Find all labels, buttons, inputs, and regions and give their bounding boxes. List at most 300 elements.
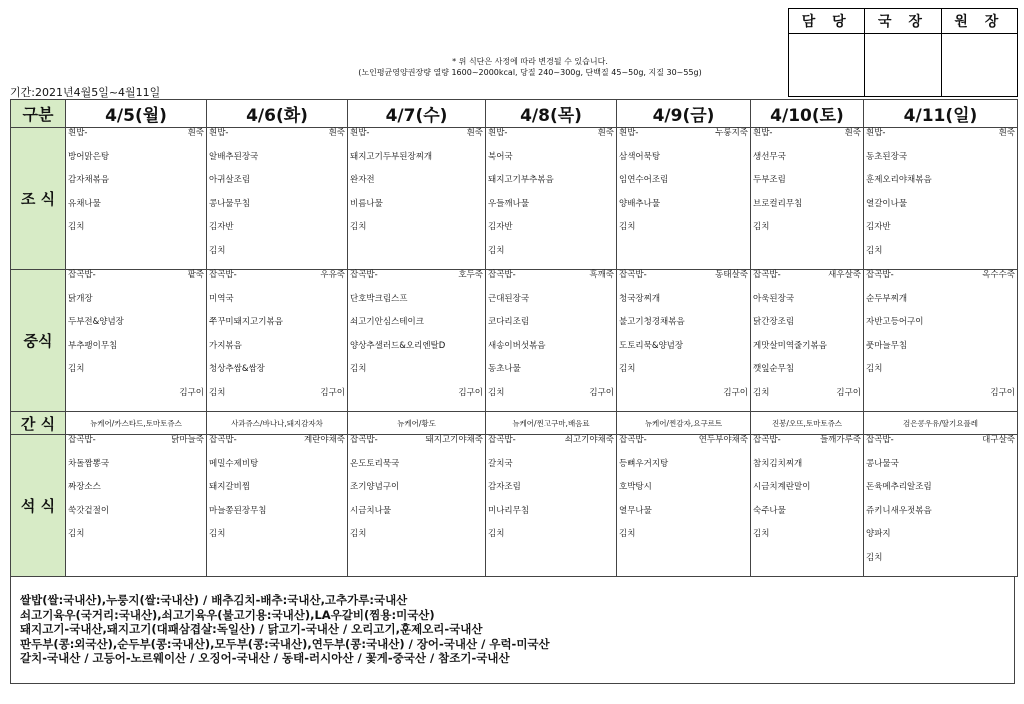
menu-line bbox=[348, 199, 485, 223]
menu-item: 흰밥- bbox=[753, 128, 773, 138]
menu-item-side: 동태살죽 bbox=[715, 270, 748, 280]
menu-line bbox=[207, 364, 347, 388]
menu-line bbox=[751, 128, 863, 152]
breakfast-cell bbox=[751, 128, 864, 270]
approval-header-head: 원 장 bbox=[941, 9, 1017, 34]
menu-line bbox=[207, 506, 347, 530]
menu-line bbox=[486, 175, 616, 199]
menu-item: 깻잎순무침 bbox=[753, 364, 795, 374]
menu-line bbox=[66, 341, 206, 365]
menu-line bbox=[751, 364, 863, 388]
origin-info bbox=[10, 576, 1015, 684]
menu-item: 잡곡밥- bbox=[209, 270, 237, 280]
day-header: 4/9(금) bbox=[617, 100, 751, 128]
menu-item: 쥬키니새우젓볶음 bbox=[866, 505, 932, 516]
menu-item: 동초나물 bbox=[488, 364, 521, 374]
menu-item: 김치 bbox=[68, 364, 85, 374]
menu-item: 흰밥- bbox=[209, 128, 229, 138]
menu-item: 흰밥- bbox=[619, 128, 639, 138]
menu-line bbox=[66, 270, 206, 294]
menu-item: 도토리묵&양념장 bbox=[619, 340, 684, 351]
menu-line bbox=[864, 482, 1017, 506]
snack-cell: 뉴케어/황도 bbox=[348, 412, 486, 435]
menu-line bbox=[348, 270, 485, 294]
menu-line bbox=[66, 152, 206, 176]
breakfast-cell bbox=[864, 128, 1018, 270]
menu-item: 아욱된장국 bbox=[753, 293, 795, 304]
menu-line bbox=[348, 128, 485, 152]
breakfast-cell bbox=[207, 128, 348, 270]
notice-line-1: * 위 식단은 사정에 따라 변경될 수 있습니다. bbox=[452, 57, 608, 66]
menu-item: 잡곡밥- bbox=[866, 435, 894, 445]
day-header: 4/5(월) bbox=[66, 100, 207, 128]
snack-cell: 검은콩우유/딸기요플레 bbox=[864, 412, 1018, 435]
menu-line bbox=[617, 317, 750, 341]
menu-line bbox=[486, 294, 616, 318]
menu-item-side: 쇠고기야채죽 bbox=[564, 435, 614, 445]
menu-line bbox=[207, 317, 347, 341]
lunch-label: 중식 bbox=[11, 270, 66, 412]
menu-line bbox=[207, 294, 347, 318]
header-row bbox=[11, 100, 1018, 128]
menu-line bbox=[207, 529, 347, 553]
menu-line bbox=[864, 270, 1017, 294]
menu-item: 짜장소스 bbox=[68, 482, 101, 492]
menu-item: 부추팽이무침 bbox=[68, 340, 118, 351]
menu-line bbox=[66, 529, 206, 553]
menu-line bbox=[864, 459, 1017, 483]
menu-item-side: 흰죽 bbox=[466, 128, 483, 138]
menu-item: 순두부찌개 bbox=[866, 293, 908, 304]
menu-item: 김자반 bbox=[209, 222, 234, 232]
dinner-cell bbox=[348, 435, 486, 577]
menu-item-side: 흰죽 bbox=[998, 128, 1015, 138]
menu-line bbox=[617, 553, 750, 577]
menu-line bbox=[66, 294, 206, 318]
origin-line: 판두부(콩:외국산),순두부(콩:국내산),모두부(콩:국내산),연두부(콩:국내산) / 장어-국내산 / 우럭-미국산 bbox=[20, 636, 550, 651]
menu-item: 양파지 bbox=[866, 529, 891, 539]
menu-item: 김치 bbox=[350, 529, 367, 539]
menu-line bbox=[207, 128, 347, 152]
snack-cell: 뉴케어/찐감자,요구르트 bbox=[617, 412, 751, 435]
origin-line: 쌀밥(쌀:국내산),누룽지(쌀:국내산) / 배추김치-배추:국내산,고추가루:국내산 bbox=[20, 593, 408, 607]
menu-item: 잡곡밥- bbox=[209, 435, 237, 445]
menu-item: 생선무국 bbox=[753, 151, 786, 162]
menu-item: 김자반 bbox=[866, 222, 891, 232]
menu-line bbox=[66, 388, 206, 412]
day-header: 4/8(목) bbox=[486, 100, 617, 128]
menu-item: 아귀살조림 bbox=[209, 175, 251, 185]
snack-row bbox=[11, 412, 1018, 435]
menu-item: 잡곡밥- bbox=[350, 435, 378, 445]
menu-line bbox=[66, 459, 206, 483]
menu-item-side: 흰죽 bbox=[187, 128, 204, 138]
menu-item-side: 김구이 bbox=[836, 387, 861, 398]
menu-item: 차돌짬뽕국 bbox=[68, 458, 110, 469]
approval-sign-director[interactable] bbox=[865, 34, 941, 97]
menu-item-side: 김구이 bbox=[990, 387, 1015, 398]
menu-line bbox=[348, 482, 485, 506]
menu-line bbox=[864, 317, 1017, 341]
menu-item: 잡곡밥- bbox=[350, 270, 378, 280]
menu-item: 쇠고기안심스테이크 bbox=[350, 317, 424, 327]
menu-item: 두부조림 bbox=[753, 175, 786, 185]
menu-line bbox=[348, 364, 485, 388]
menu-item: 흰밥- bbox=[866, 128, 886, 138]
menu-item: 김치 bbox=[350, 222, 367, 232]
menu-line bbox=[348, 529, 485, 553]
menu-item: 김치 bbox=[866, 245, 883, 256]
menu-item: 호박탕시 bbox=[619, 482, 652, 492]
menu-line bbox=[617, 459, 750, 483]
menu-item: 김자반 bbox=[488, 222, 513, 232]
menu-item-side: 호두죽 bbox=[458, 270, 483, 280]
menu-line bbox=[751, 222, 863, 246]
menu-line bbox=[66, 175, 206, 199]
origin-line: 돼지고기-국내산,돼지고기(대패삼겹살:독일산) / 닭고기-국내산 / 오리고기,훈제오리-국내산 bbox=[20, 622, 483, 636]
menu-line bbox=[751, 529, 863, 553]
menu-item: 김치 bbox=[753, 529, 770, 539]
snack-label: 간 식 bbox=[11, 412, 66, 435]
menu-item: 잡곡밥- bbox=[619, 270, 647, 280]
menu-item-side: 김구이 bbox=[458, 387, 483, 398]
menu-item-side: 흰죽 bbox=[844, 128, 861, 138]
menu-item: 김치 bbox=[209, 529, 226, 539]
menu-item: 흰밥- bbox=[68, 128, 88, 138]
menu-item-side: 들깨가루죽 bbox=[819, 435, 861, 445]
menu-item: 청국장찌개 bbox=[619, 293, 661, 304]
menu-line bbox=[486, 388, 616, 412]
day-header: 4/6(화) bbox=[207, 100, 348, 128]
approval-header-director: 국 장 bbox=[865, 9, 941, 34]
menu-item: 감자조림 bbox=[488, 482, 521, 492]
menu-line bbox=[751, 388, 863, 412]
menu-line bbox=[66, 553, 206, 577]
breakfast-row bbox=[11, 128, 1018, 270]
menu-line bbox=[348, 435, 485, 459]
menu-item: 김치 bbox=[488, 245, 505, 256]
menu-item: 김치 bbox=[753, 387, 770, 398]
day-header: 4/11(일) bbox=[864, 100, 1018, 128]
approval-header-staff: 담 당 bbox=[789, 9, 865, 34]
menu-line bbox=[617, 435, 750, 459]
menu-line bbox=[348, 222, 485, 246]
menu-item: 북어국 bbox=[488, 151, 513, 162]
menu-item: 김치 bbox=[619, 364, 636, 374]
menu-item: 알배추된장국 bbox=[209, 151, 259, 162]
menu-line bbox=[66, 364, 206, 388]
menu-line bbox=[207, 270, 347, 294]
menu-line bbox=[864, 294, 1017, 318]
lunch-row bbox=[11, 270, 1018, 412]
menu-line bbox=[864, 246, 1017, 270]
menu-item: 쑥갓겉절이 bbox=[68, 505, 110, 516]
menu-item-side: 김구이 bbox=[723, 387, 748, 398]
menu-line bbox=[751, 459, 863, 483]
menu-line bbox=[207, 199, 347, 223]
menu-line bbox=[864, 506, 1017, 530]
lunch-cell bbox=[207, 270, 348, 412]
menu-item: 김치 bbox=[209, 245, 226, 256]
menu-line bbox=[348, 506, 485, 530]
menu-item: 비름나물 bbox=[350, 198, 383, 209]
origin-line: 갈치-국내산 / 고등어-노르웨이산 / 오징어-국내산 / 동태-러시아산 / 꽃게-중국산 / 참조기-국내산 bbox=[20, 651, 510, 665]
menu-line bbox=[617, 506, 750, 530]
menu-item: 숙주나물 bbox=[753, 505, 786, 516]
menu-item: 게맛살미역줄기볶음 bbox=[753, 340, 827, 351]
menu-item: 돈육메추리알조림 bbox=[866, 482, 932, 492]
dinner-cell bbox=[66, 435, 207, 577]
menu-line bbox=[617, 294, 750, 318]
menu-item: 닭간장조림 bbox=[753, 317, 795, 327]
menu-item: 김치 bbox=[866, 364, 883, 374]
dinner-cell bbox=[751, 435, 864, 577]
approval-sign-head[interactable] bbox=[941, 34, 1017, 97]
menu-line bbox=[66, 246, 206, 270]
menu-line bbox=[66, 435, 206, 459]
menu-line bbox=[486, 435, 616, 459]
menu-line bbox=[617, 388, 750, 412]
menu-item-side: 흰죽 bbox=[328, 128, 345, 138]
menu-item: 불고기청경채볶음 bbox=[619, 317, 685, 327]
menu-line bbox=[751, 175, 863, 199]
menu-line bbox=[617, 482, 750, 506]
menu-line bbox=[348, 294, 485, 318]
menu-line bbox=[207, 152, 347, 176]
dinner-row bbox=[11, 435, 1018, 577]
dinner-cell bbox=[207, 435, 348, 577]
menu-item: 단호박크림스프 bbox=[350, 293, 408, 304]
menu-line bbox=[617, 529, 750, 553]
menu-item: 방어맑은탕 bbox=[68, 151, 110, 162]
menu-line bbox=[751, 482, 863, 506]
menu-item: 김치 bbox=[68, 222, 85, 232]
menu-item-side: 대구살죽 bbox=[982, 435, 1015, 445]
menu-item-side: 새우살죽 bbox=[828, 270, 861, 280]
menu-line bbox=[486, 317, 616, 341]
menu-line bbox=[66, 199, 206, 223]
breakfast-label: 조 식 bbox=[11, 128, 66, 270]
menu-item: 시금치나물 bbox=[350, 505, 392, 516]
menu-line bbox=[751, 341, 863, 365]
menu-line bbox=[864, 199, 1017, 223]
menu-item: 두부전&양념장 bbox=[68, 317, 124, 327]
menu-line bbox=[348, 388, 485, 412]
header-label: 구분 bbox=[11, 100, 66, 128]
menu-item-side: 연두부야채죽 bbox=[698, 435, 748, 445]
menu-line bbox=[207, 222, 347, 246]
period-label: 기간:2021년4월5일~4월11일 bbox=[10, 86, 161, 99]
menu-line bbox=[207, 246, 347, 270]
menu-line bbox=[207, 435, 347, 459]
dinner-label: 석 식 bbox=[11, 435, 66, 577]
menu-line bbox=[486, 270, 616, 294]
menu-line bbox=[617, 270, 750, 294]
approval-sign-staff[interactable] bbox=[789, 34, 865, 97]
menu-line bbox=[348, 459, 485, 483]
menu-item: 가지볶음 bbox=[209, 340, 242, 351]
lunch-cell bbox=[617, 270, 751, 412]
menu-line bbox=[486, 246, 616, 270]
lunch-cell bbox=[66, 270, 207, 412]
lunch-cell bbox=[348, 270, 486, 412]
menu-item: 삼색어묵탕 bbox=[619, 151, 661, 162]
menu-line bbox=[617, 364, 750, 388]
menu-item: 양배추나물 bbox=[619, 198, 661, 209]
menu-item: 콩나물무침 bbox=[209, 198, 251, 209]
menu-line bbox=[864, 435, 1017, 459]
menu-line bbox=[486, 222, 616, 246]
menu-item: 쭈꾸미돼지고기볶음 bbox=[209, 317, 283, 327]
menu-item-side: 흑깨죽 bbox=[589, 270, 614, 280]
menu-item: 양상추샐러드&오리엔탈D bbox=[350, 340, 446, 351]
menu-line bbox=[486, 506, 616, 530]
breakfast-cell bbox=[617, 128, 751, 270]
menu-item-side: 닭마늘죽 bbox=[171, 435, 204, 445]
menu-item-side: 계란야채죽 bbox=[303, 435, 345, 445]
menu-item: 잡곡밥- bbox=[753, 435, 781, 445]
menu-item: 돼지고기부추볶음 bbox=[488, 175, 554, 185]
menu-item: 유채나물 bbox=[68, 198, 101, 209]
menu-line bbox=[66, 482, 206, 506]
menu-item: 임연수어조림 bbox=[619, 175, 669, 185]
menu-line bbox=[207, 175, 347, 199]
menu-line bbox=[486, 341, 616, 365]
menu-item: 흰밥- bbox=[350, 128, 370, 138]
menu-item-side: 김구이 bbox=[179, 387, 204, 398]
menu-line bbox=[617, 175, 750, 199]
menu-item: 메밀수제비탕 bbox=[209, 458, 259, 469]
menu-line bbox=[348, 341, 485, 365]
menu-item: 미역국 bbox=[209, 293, 234, 304]
menu-item: 근대된장국 bbox=[488, 293, 530, 304]
origin-line: 쇠고기육우(국거리:국내산),쇠고기육우(불고기용:국내산),LA우갈비(찜용:미국산) bbox=[20, 607, 435, 622]
menu-item-side: 옥수수죽 bbox=[982, 270, 1015, 280]
weekly-menu-table bbox=[10, 99, 1018, 577]
menu-item: 잡곡밥- bbox=[753, 270, 781, 280]
breakfast-cell bbox=[486, 128, 617, 270]
menu-line bbox=[486, 364, 616, 388]
menu-line bbox=[207, 482, 347, 506]
menu-line bbox=[348, 175, 485, 199]
menu-item: 김치 bbox=[619, 222, 636, 232]
snack-cell: 뉴케어/카스타드,토마토쥬스 bbox=[66, 412, 207, 435]
menu-item: 새송이버섯볶음 bbox=[488, 340, 546, 351]
menu-line bbox=[864, 175, 1017, 199]
menu-item: 풋마늘무침 bbox=[866, 340, 908, 351]
menu-item: 돼지갈비찜 bbox=[209, 482, 251, 492]
menu-line bbox=[864, 341, 1017, 365]
menu-line bbox=[348, 152, 485, 176]
menu-item: 참치김치찌개 bbox=[753, 458, 803, 469]
menu-line bbox=[66, 317, 206, 341]
menu-line bbox=[348, 317, 485, 341]
menu-line bbox=[617, 199, 750, 223]
menu-line bbox=[617, 246, 750, 270]
menu-item: 열갈이나물 bbox=[866, 198, 908, 209]
day-header: 4/10(토) bbox=[751, 100, 864, 128]
snack-cell: 뉴케어/찐고구마,배음료 bbox=[486, 412, 617, 435]
menu-line bbox=[207, 388, 347, 412]
menu-line bbox=[864, 553, 1017, 577]
menu-line bbox=[617, 341, 750, 365]
dinner-cell bbox=[617, 435, 751, 577]
menu-line bbox=[864, 152, 1017, 176]
menu-item: 마늘쫑된장무침 bbox=[209, 505, 267, 516]
menu-line bbox=[751, 435, 863, 459]
menu-item: 감자채볶음 bbox=[68, 175, 110, 185]
menu-item-side: 우유죽 bbox=[320, 270, 345, 280]
menu-item: 코다리조림 bbox=[488, 317, 530, 327]
menu-line bbox=[486, 529, 616, 553]
menu-line bbox=[751, 270, 863, 294]
menu-item-side: 김구이 bbox=[589, 387, 614, 398]
menu-line bbox=[207, 341, 347, 365]
menu-item: 잡곡밥- bbox=[68, 435, 96, 445]
menu-item: 잡곡밥- bbox=[866, 270, 894, 280]
day-header: 4/7(수) bbox=[348, 100, 486, 128]
menu-item-side: 돼지고기야채죽 bbox=[425, 435, 483, 445]
menu-line bbox=[864, 128, 1017, 152]
menu-line bbox=[864, 364, 1017, 388]
menu-line bbox=[207, 459, 347, 483]
menu-line bbox=[66, 506, 206, 530]
menu-item: 갈치국 bbox=[488, 458, 513, 469]
menu-item: 훈제오리야채볶음 bbox=[866, 175, 932, 185]
menu-item-side: 팥죽 bbox=[187, 270, 204, 280]
menu-line bbox=[751, 152, 863, 176]
menu-item: 잡곡밥- bbox=[488, 270, 516, 280]
breakfast-cell bbox=[348, 128, 486, 270]
menu-item: 흰밥- bbox=[488, 128, 508, 138]
menu-line bbox=[617, 128, 750, 152]
menu-item: 등뼈우거지탕 bbox=[619, 458, 669, 469]
menu-item: 자반고등어구이 bbox=[866, 317, 924, 327]
menu-item: 열무나물 bbox=[619, 505, 652, 516]
notice-line-2: (노인평균영양권장량 열량 1600~2000kcal, 당질 240~300g, 단백질 45~50g, 지질 30~55g) bbox=[358, 68, 702, 77]
menu-line bbox=[751, 506, 863, 530]
menu-item: 잡곡밥- bbox=[488, 435, 516, 445]
menu-line bbox=[751, 317, 863, 341]
menu-item: 김치 bbox=[350, 364, 367, 374]
menu-line bbox=[207, 553, 347, 577]
menu-item: 조기양념구이 bbox=[350, 482, 400, 492]
menu-item: 돼지고기두부된장찌개 bbox=[350, 151, 433, 162]
menu-item: 청상추쌈&쌈장 bbox=[209, 364, 265, 374]
menu-line bbox=[864, 529, 1017, 553]
menu-line bbox=[486, 199, 616, 223]
menu-item: 닭개장 bbox=[68, 293, 93, 304]
menu-line bbox=[486, 553, 616, 577]
menu-line bbox=[486, 459, 616, 483]
menu-line bbox=[864, 222, 1017, 246]
snack-cell: 진봉/오뜨,토마토쥬스 bbox=[751, 412, 864, 435]
menu-line bbox=[617, 152, 750, 176]
menu-item: 잡곡밥- bbox=[68, 270, 96, 280]
lunch-cell bbox=[486, 270, 617, 412]
menu-item: 김치 bbox=[209, 387, 226, 398]
menu-line bbox=[751, 294, 863, 318]
menu-line bbox=[751, 246, 863, 270]
menu-item: 김치 bbox=[68, 529, 85, 539]
menu-item: 미나리무침 bbox=[488, 505, 530, 516]
menu-item: 온도토리묵국 bbox=[350, 458, 400, 469]
menu-line bbox=[486, 152, 616, 176]
menu-item: 시금치계란말이 bbox=[753, 482, 811, 492]
dinner-cell bbox=[486, 435, 617, 577]
menu-item: 잡곡밥- bbox=[619, 435, 647, 445]
breakfast-cell bbox=[66, 128, 207, 270]
